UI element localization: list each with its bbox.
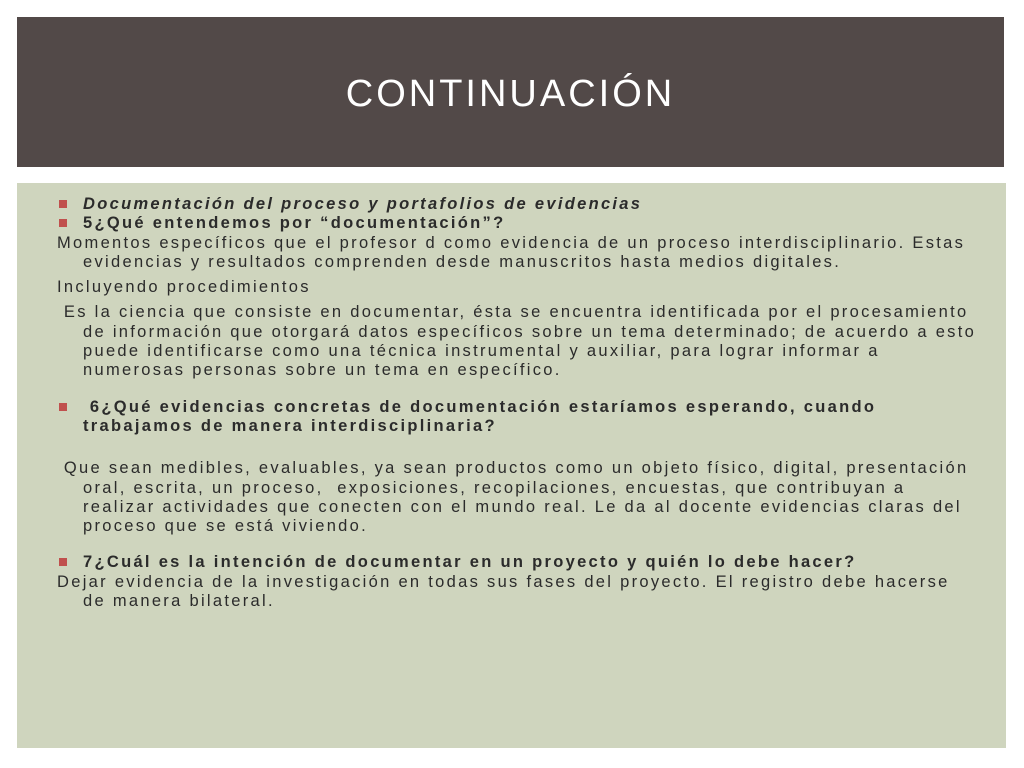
paragraph: Que sean medibles, evaluables, ya sean productos como un objeto físico, digital, presentación oral, escrita, un proceso, exposiciones, recopilaciones, encuestas, que contribuyan a realizar actividades que conecten con el mundo real. Le da al docente evidencias claras del proceso que se está viviendo.	[57, 459, 976, 536]
paragraph: Es la ciencia que consiste en documentar, ésta se encuentra identificada por el procesamiento de información que otorgará datos específicos sobre un tema determinado; de acuerdo a esto puede identificarse como una técnica instrumental y auxiliar, para lograr informar a numerosas personas sobre un tema en específico.	[57, 303, 983, 380]
content-panel	[17, 183, 1006, 748]
bullet-square-icon	[59, 219, 67, 227]
slide-body	[57, 195, 983, 611]
title-bar	[17, 17, 1004, 167]
slide-title: CONTINUACIÓN	[345, 73, 676, 115]
bullet-text: 6¿Qué evidencias concretas de documentación estaríamos esperando, cuando trabajamos de manera interdisciplinaria?	[83, 397, 884, 435]
bullet-item	[57, 214, 977, 233]
bullet-item	[57, 398, 977, 437]
bullet-text: 7¿Cuál es la intención de documentar en un proyecto y quién lo debe hacer?	[83, 553, 857, 572]
bullet-item	[57, 195, 977, 214]
paragraph: Momentos específicos que el profesor d como evidencia de un proceso interdisciplinario. Estas evidencias y resultados comprenden desde manuscritos hasta medios digitales.	[57, 233, 966, 271]
paragraph: Incluyendo procedimientos	[57, 278, 311, 297]
bullet-square-icon	[59, 558, 67, 566]
bullet-square-icon	[59, 403, 67, 411]
bullet-item	[57, 553, 977, 572]
paragraph: Dejar evidencia de la investigación en todas sus fases del proyecto. El registro debe hacerse de manera bilateral.	[57, 572, 950, 611]
bullet-text: Documentación del proceso y portafolios de evidencias	[83, 195, 643, 213]
bullet-text: 5¿Qué entendemos por “documentación”?	[83, 214, 506, 233]
bullet-square-icon	[59, 200, 67, 208]
